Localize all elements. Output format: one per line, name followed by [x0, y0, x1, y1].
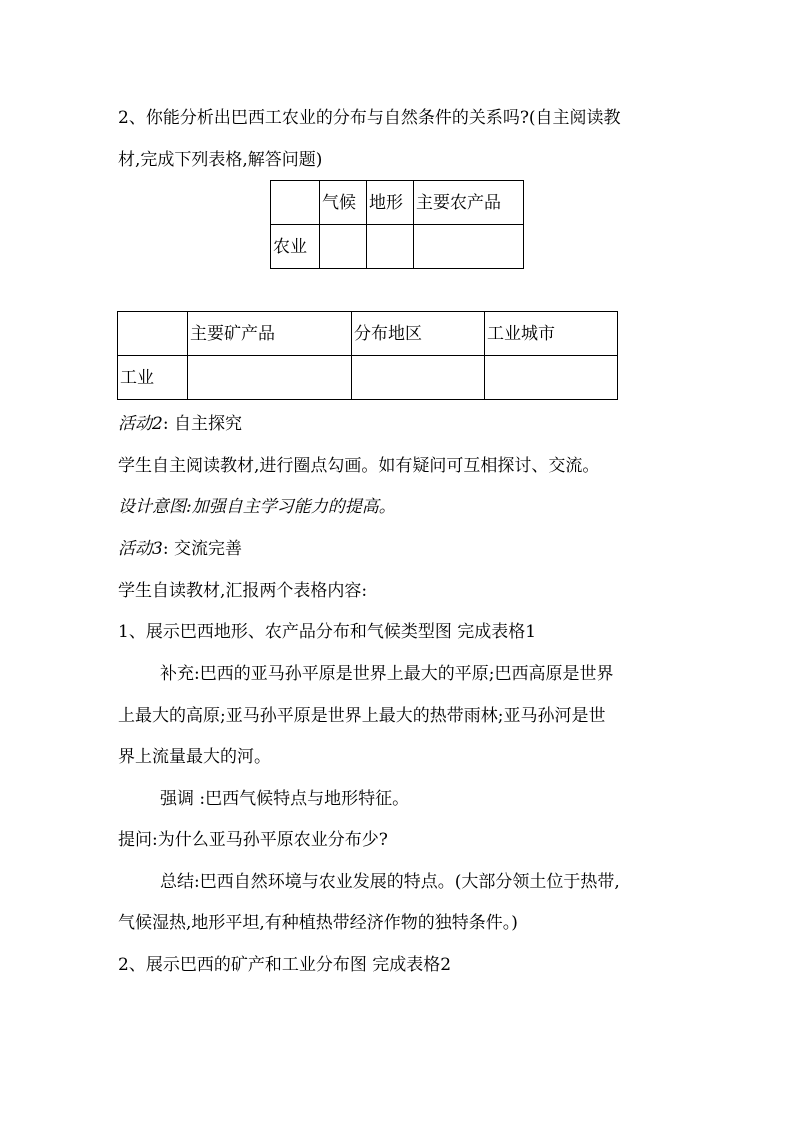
activity3-heading	[118, 538, 242, 560]
activity2-colon: :	[162, 414, 169, 434]
table-row-label: 工业	[118, 356, 188, 400]
design-intent: 设计意图:加强自主学习能力的提高。	[118, 497, 396, 517]
activity2-text: 学生自主阅读教材,进行圈点勾画。如有疑问可互相探讨、交流。	[118, 456, 600, 476]
activity2-title: 自主探究	[173, 414, 242, 434]
activity3-item-1: 1、展示巴西地形、农产品分布和气候类型图 完成表格1	[118, 622, 537, 642]
table-cell	[367, 225, 414, 269]
activity3-colon: :	[162, 539, 169, 559]
emphasis-line: 强调 :巴西气候特点与地形特征。	[160, 789, 410, 809]
table-header-cell: 分布地区	[352, 312, 485, 356]
intro-line-2: 材,完成下列表格,解答问题)	[118, 150, 323, 170]
summary-line-2: 气候湿热,地形平坦,有种植热带经济作物的独特条件。)	[118, 913, 518, 933]
summary-line-1: 总结:巴西自然环境与农业发展的特点。(大部分领土位于热带,	[160, 872, 620, 892]
table-header-cell: 气候	[320, 181, 367, 225]
table-row	[271, 225, 524, 269]
table-header-row	[118, 312, 618, 356]
table-row-label: 农业	[271, 225, 320, 269]
table-cell	[188, 356, 352, 400]
supplement-line-1: 补充:巴西的亚马孙平原是世界上最大的平原;巴西高原是世界	[160, 664, 614, 684]
supplement-line-2: 上最大的高原;亚马孙平原是世界上最大的热带雨林;亚马孙河是世	[118, 706, 606, 726]
table-header-cell: 主要矿产品	[188, 312, 352, 356]
intro-line-1: 2、你能分析出巴西工农业的分布与自然条件的关系吗?(自主阅读教	[118, 108, 621, 128]
activity3-title: 交流完善	[173, 539, 242, 559]
table-row	[118, 356, 618, 400]
table-header-cell: 地形	[367, 181, 414, 225]
industry-table	[117, 311, 618, 400]
activity3-text: 学生自读教材,汇报两个表格内容:	[118, 581, 368, 601]
table-cell	[414, 225, 524, 269]
table-cell	[320, 225, 367, 269]
supplement-line-3: 界上流量最大的河。	[118, 747, 271, 767]
table-header-cell	[118, 312, 188, 356]
agriculture-table	[270, 180, 524, 269]
activity2-label: 活动2	[118, 414, 163, 434]
table-header-row	[271, 181, 524, 225]
table-header-cell	[271, 181, 320, 225]
table-cell	[352, 356, 485, 400]
activity3-label: 活动3	[118, 539, 163, 559]
activity3-item-2: 2、展示巴西的矿产和工业分布图 完成表格2	[118, 955, 452, 975]
activity2-heading	[118, 413, 242, 435]
table-header-cell: 主要农产品	[414, 181, 524, 225]
table-header-cell: 工业城市	[485, 312, 618, 356]
table-cell	[485, 356, 618, 400]
question-line: 提问:为什么亚马孙平原农业分布少?	[118, 830, 388, 850]
